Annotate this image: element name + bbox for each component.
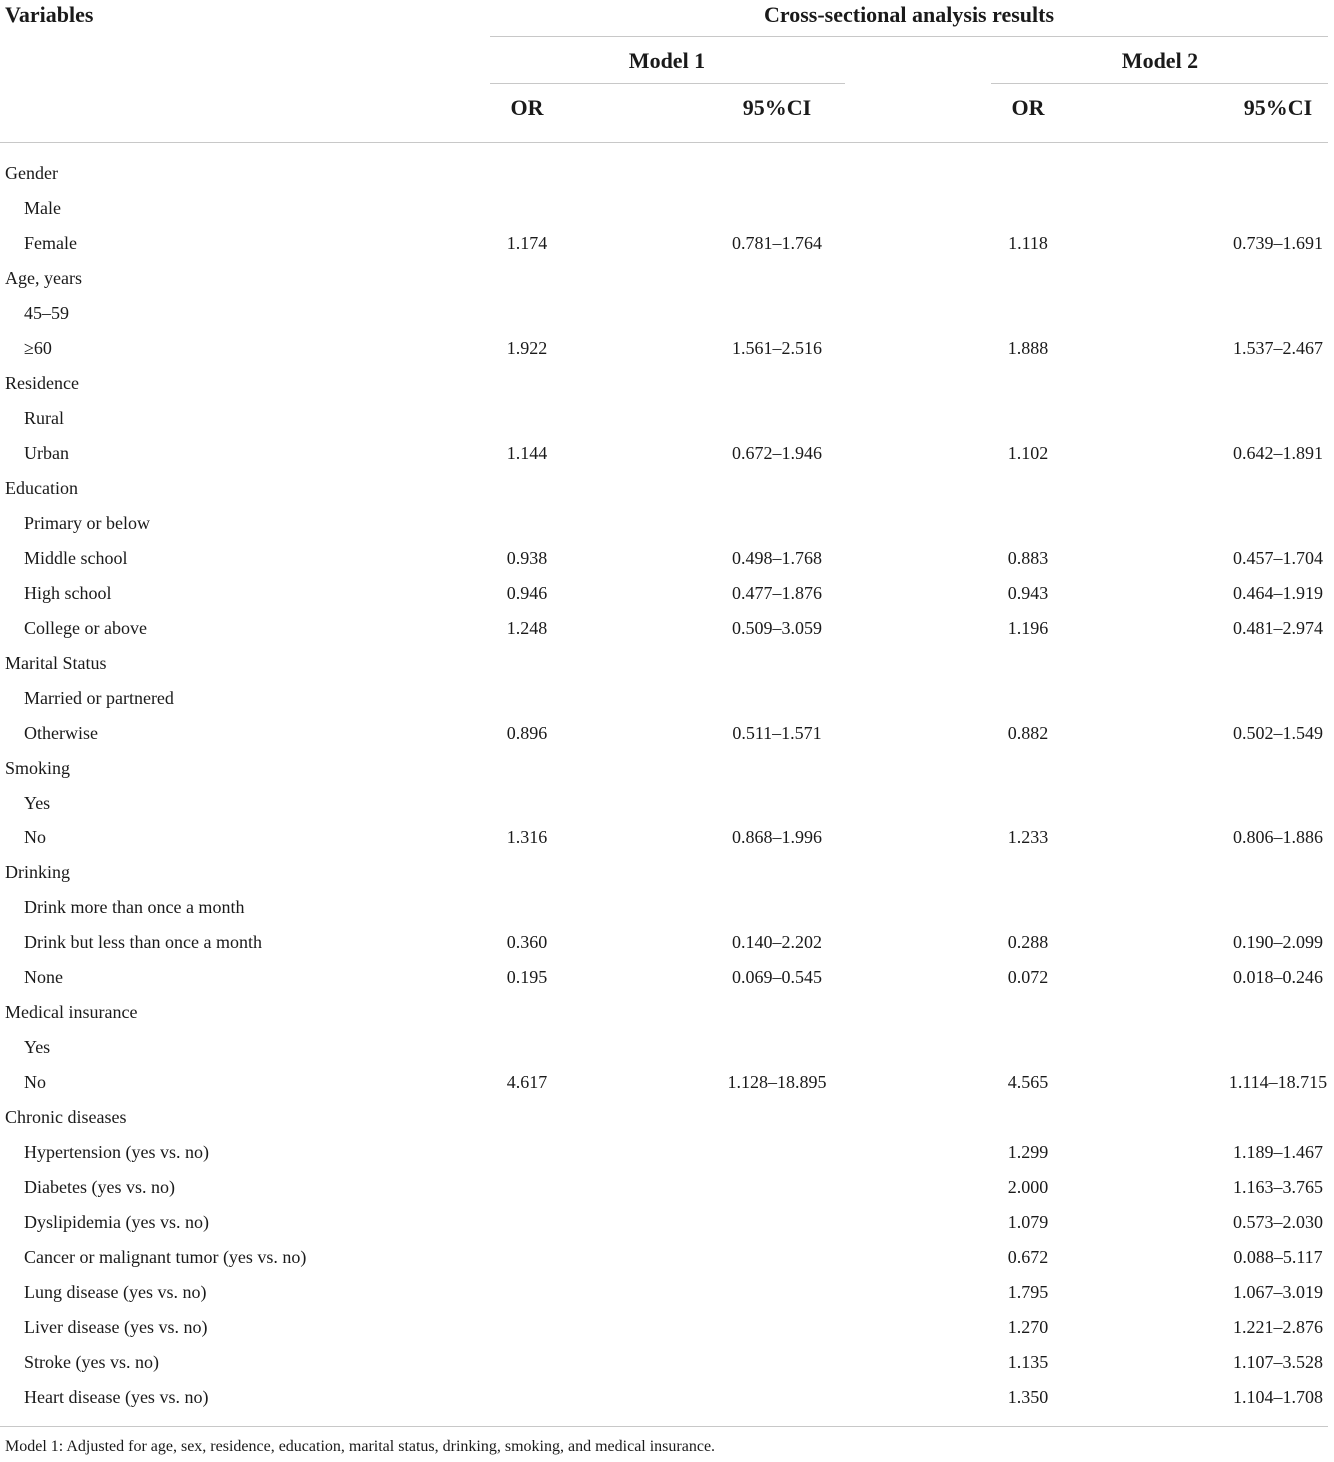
model1-or: 4.617 bbox=[506, 1072, 548, 1093]
table-row bbox=[0, 645, 1334, 680]
model1-ci: 0.509–3.059 bbox=[732, 617, 822, 638]
row-label: None bbox=[24, 967, 63, 988]
table-row bbox=[0, 1204, 1334, 1239]
table-row bbox=[0, 190, 1334, 225]
model2-ci: 1.537–2.467 bbox=[1233, 337, 1323, 358]
model2-ci: 1.104–1.708 bbox=[1233, 1387, 1323, 1407]
row-label: Medical insurance bbox=[5, 1002, 138, 1023]
table-row bbox=[0, 225, 1334, 260]
table-row bbox=[0, 505, 1334, 540]
row-label: Drink but less than once a month bbox=[24, 932, 262, 953]
model1-rule bbox=[490, 83, 845, 84]
table-row bbox=[0, 575, 1334, 610]
row-label: Middle school bbox=[24, 547, 128, 568]
table-row bbox=[0, 330, 1334, 365]
table-row bbox=[0, 1239, 1334, 1274]
model2-or: 1.233 bbox=[1007, 827, 1049, 848]
row-label: Lung disease (yes vs. no) bbox=[24, 1282, 207, 1302]
model2-or: 0.288 bbox=[1007, 932, 1049, 953]
model2-ci: 0.457–1.704 bbox=[1233, 547, 1323, 568]
model2-or: 1.135 bbox=[1007, 1352, 1049, 1372]
footnote: Model 1: Adjusted for age, sex, residence, education, marital status, drinking, smoking, and medical insurance. bbox=[5, 1438, 716, 1455]
table-row bbox=[0, 959, 1334, 994]
model1-ci: 0.498–1.768 bbox=[732, 547, 822, 568]
table-row bbox=[0, 1169, 1334, 1204]
model2-or: 1.102 bbox=[1007, 442, 1049, 463]
model2-ci: 1.114–18.715 bbox=[1228, 1072, 1328, 1093]
row-label: Diabetes (yes vs. no) bbox=[24, 1177, 175, 1198]
model2-or: 1.196 bbox=[1007, 617, 1049, 638]
model2-ci: 1.107–3.528 bbox=[1233, 1352, 1323, 1372]
variables-header: Variables bbox=[5, 2, 94, 27]
table-row bbox=[0, 889, 1334, 924]
table-row bbox=[0, 295, 1334, 330]
model2-ci: 0.464–1.919 bbox=[1233, 582, 1323, 603]
row-label: Female bbox=[24, 232, 77, 253]
table-row bbox=[0, 854, 1334, 889]
row-label: Stroke (yes vs. no) bbox=[24, 1352, 159, 1372]
row-label: Education bbox=[5, 477, 78, 498]
table-row bbox=[0, 610, 1334, 645]
model1-or: 1.316 bbox=[506, 827, 548, 848]
model2-ci: 1.067–3.019 bbox=[1233, 1282, 1323, 1302]
table-row bbox=[0, 365, 1334, 400]
model1-ci: 0.868–1.996 bbox=[732, 827, 822, 848]
model2-or: 0.882 bbox=[1007, 722, 1049, 743]
table-row bbox=[0, 1309, 1334, 1344]
model1-or: 1.174 bbox=[506, 232, 548, 253]
row-label: Hypertension (yes vs. no) bbox=[24, 1142, 209, 1163]
row-label: Dyslipidemia (yes vs. no) bbox=[24, 1212, 209, 1233]
group-rule bbox=[490, 36, 1328, 37]
model1-or: 0.946 bbox=[506, 582, 548, 603]
table-row bbox=[0, 715, 1334, 750]
ci-header-model1: 95%CI bbox=[742, 95, 812, 120]
row-label: Cancer or malignant tumor (yes vs. no) bbox=[24, 1247, 307, 1268]
model2-or: 1.299 bbox=[1007, 1142, 1049, 1163]
model2-or: 0.883 bbox=[1007, 547, 1049, 568]
row-label: Age, years bbox=[5, 267, 82, 288]
model1-ci: 0.140–2.202 bbox=[732, 932, 822, 953]
row-label: Married or partnered bbox=[24, 687, 174, 708]
model1-or: 0.360 bbox=[506, 932, 548, 953]
table-row bbox=[0, 435, 1334, 470]
table-row bbox=[0, 1344, 1334, 1379]
model2-header: Model 2 bbox=[1121, 48, 1199, 73]
table-row bbox=[0, 1029, 1334, 1064]
row-label: Primary or below bbox=[24, 512, 150, 533]
model2-ci: 1.163–3.765 bbox=[1233, 1177, 1323, 1198]
table-row bbox=[0, 924, 1334, 959]
model1-ci: 0.477–1.876 bbox=[732, 582, 822, 603]
row-label: College or above bbox=[24, 617, 147, 638]
model1-or: 1.248 bbox=[506, 617, 548, 638]
model1-or: 0.195 bbox=[506, 967, 548, 988]
row-label: Male bbox=[24, 198, 61, 218]
row-label: No bbox=[24, 1072, 46, 1093]
row-label: Gender bbox=[5, 163, 58, 183]
row-label: Drinking bbox=[5, 862, 70, 883]
table-row bbox=[0, 1379, 1334, 1414]
ci-header-model2: 95%CI bbox=[1243, 95, 1313, 120]
row-label: Otherwise bbox=[24, 722, 98, 743]
row-label: 45–59 bbox=[24, 302, 69, 323]
row-label: Heart disease (yes vs. no) bbox=[24, 1387, 209, 1407]
table-row bbox=[0, 400, 1334, 435]
model2-or: 1.118 bbox=[1008, 232, 1048, 253]
header-bottom-rule bbox=[0, 142, 1328, 143]
model2-or: 1.350 bbox=[1007, 1387, 1049, 1407]
model1-or: 1.922 bbox=[506, 337, 548, 358]
table-bottom-rule bbox=[0, 1426, 1328, 1427]
model2-rule bbox=[991, 83, 1328, 84]
row-label: Yes bbox=[24, 1037, 51, 1058]
model2-or: 0.672 bbox=[1007, 1247, 1049, 1268]
model2-or: 1.888 bbox=[1007, 337, 1049, 358]
model1-ci: 1.561–2.516 bbox=[732, 337, 822, 358]
table-row bbox=[0, 1099, 1334, 1134]
row-label: Liver disease (yes vs. no) bbox=[24, 1317, 208, 1337]
model2-ci: 0.739–1.691 bbox=[1233, 232, 1323, 253]
model2-or: 0.072 bbox=[1007, 967, 1049, 988]
table-row bbox=[0, 680, 1334, 715]
table-row bbox=[0, 470, 1334, 505]
model2-ci: 0.642–1.891 bbox=[1233, 442, 1323, 463]
model2-or: 0.943 bbox=[1007, 582, 1049, 603]
row-label: Rural bbox=[24, 407, 64, 428]
model1-or: 0.896 bbox=[506, 722, 548, 743]
model2-ci: 0.018–0.246 bbox=[1233, 967, 1323, 988]
model2-ci: 0.502–1.549 bbox=[1233, 722, 1323, 743]
table-row bbox=[0, 750, 1334, 785]
row-label: ≥60 bbox=[24, 337, 52, 358]
table-row bbox=[0, 1134, 1334, 1169]
row-label: High school bbox=[24, 582, 112, 603]
model1-ci: 0.069–0.545 bbox=[732, 967, 822, 988]
row-label: Drink more than once a month bbox=[24, 897, 245, 918]
model2-or: 1.795 bbox=[1007, 1282, 1049, 1302]
model1-ci: 1.128–18.895 bbox=[727, 1072, 827, 1093]
table-row bbox=[0, 819, 1334, 854]
row-label: Chronic diseases bbox=[5, 1107, 127, 1128]
model2-ci: 0.088–5.117 bbox=[1233, 1247, 1323, 1268]
model2-or: 1.270 bbox=[1007, 1317, 1049, 1337]
model2-or: 2.000 bbox=[1007, 1177, 1049, 1198]
model1-ci: 0.672–1.946 bbox=[732, 442, 822, 463]
row-label: Smoking bbox=[5, 757, 71, 778]
row-label: No bbox=[24, 827, 46, 848]
model2-ci: 0.806–1.886 bbox=[1233, 827, 1323, 848]
or-header-model2: OR bbox=[1011, 95, 1045, 120]
table-row bbox=[0, 155, 1334, 190]
row-label: Residence bbox=[5, 372, 79, 393]
row-label: Marital Status bbox=[5, 652, 107, 673]
group-title: Cross-sectional analysis results bbox=[763, 2, 1055, 27]
model1-header: Model 1 bbox=[628, 48, 706, 73]
model2-or: 1.079 bbox=[1007, 1212, 1049, 1233]
model2-or: 4.565 bbox=[1007, 1072, 1049, 1093]
table-row bbox=[0, 540, 1334, 575]
model1-ci: 0.511–1.571 bbox=[732, 722, 822, 743]
model2-ci: 1.221–2.876 bbox=[1233, 1317, 1323, 1337]
row-label: Yes bbox=[24, 792, 51, 813]
row-label: Urban bbox=[24, 442, 69, 463]
table-row bbox=[0, 994, 1334, 1029]
model1-or: 0.938 bbox=[506, 547, 548, 568]
model2-ci: 0.481–2.974 bbox=[1233, 617, 1323, 638]
model1-or: 1.144 bbox=[506, 442, 548, 463]
model2-ci: 0.573–2.030 bbox=[1233, 1212, 1323, 1233]
table-row bbox=[0, 1274, 1334, 1309]
table-row bbox=[0, 260, 1334, 295]
table-row bbox=[0, 785, 1334, 820]
table-row bbox=[0, 1064, 1334, 1099]
model1-ci: 0.781–1.764 bbox=[732, 232, 822, 253]
or-header-model1: OR bbox=[510, 95, 544, 120]
model2-ci: 1.189–1.467 bbox=[1233, 1142, 1323, 1163]
model2-ci: 0.190–2.099 bbox=[1233, 932, 1323, 953]
